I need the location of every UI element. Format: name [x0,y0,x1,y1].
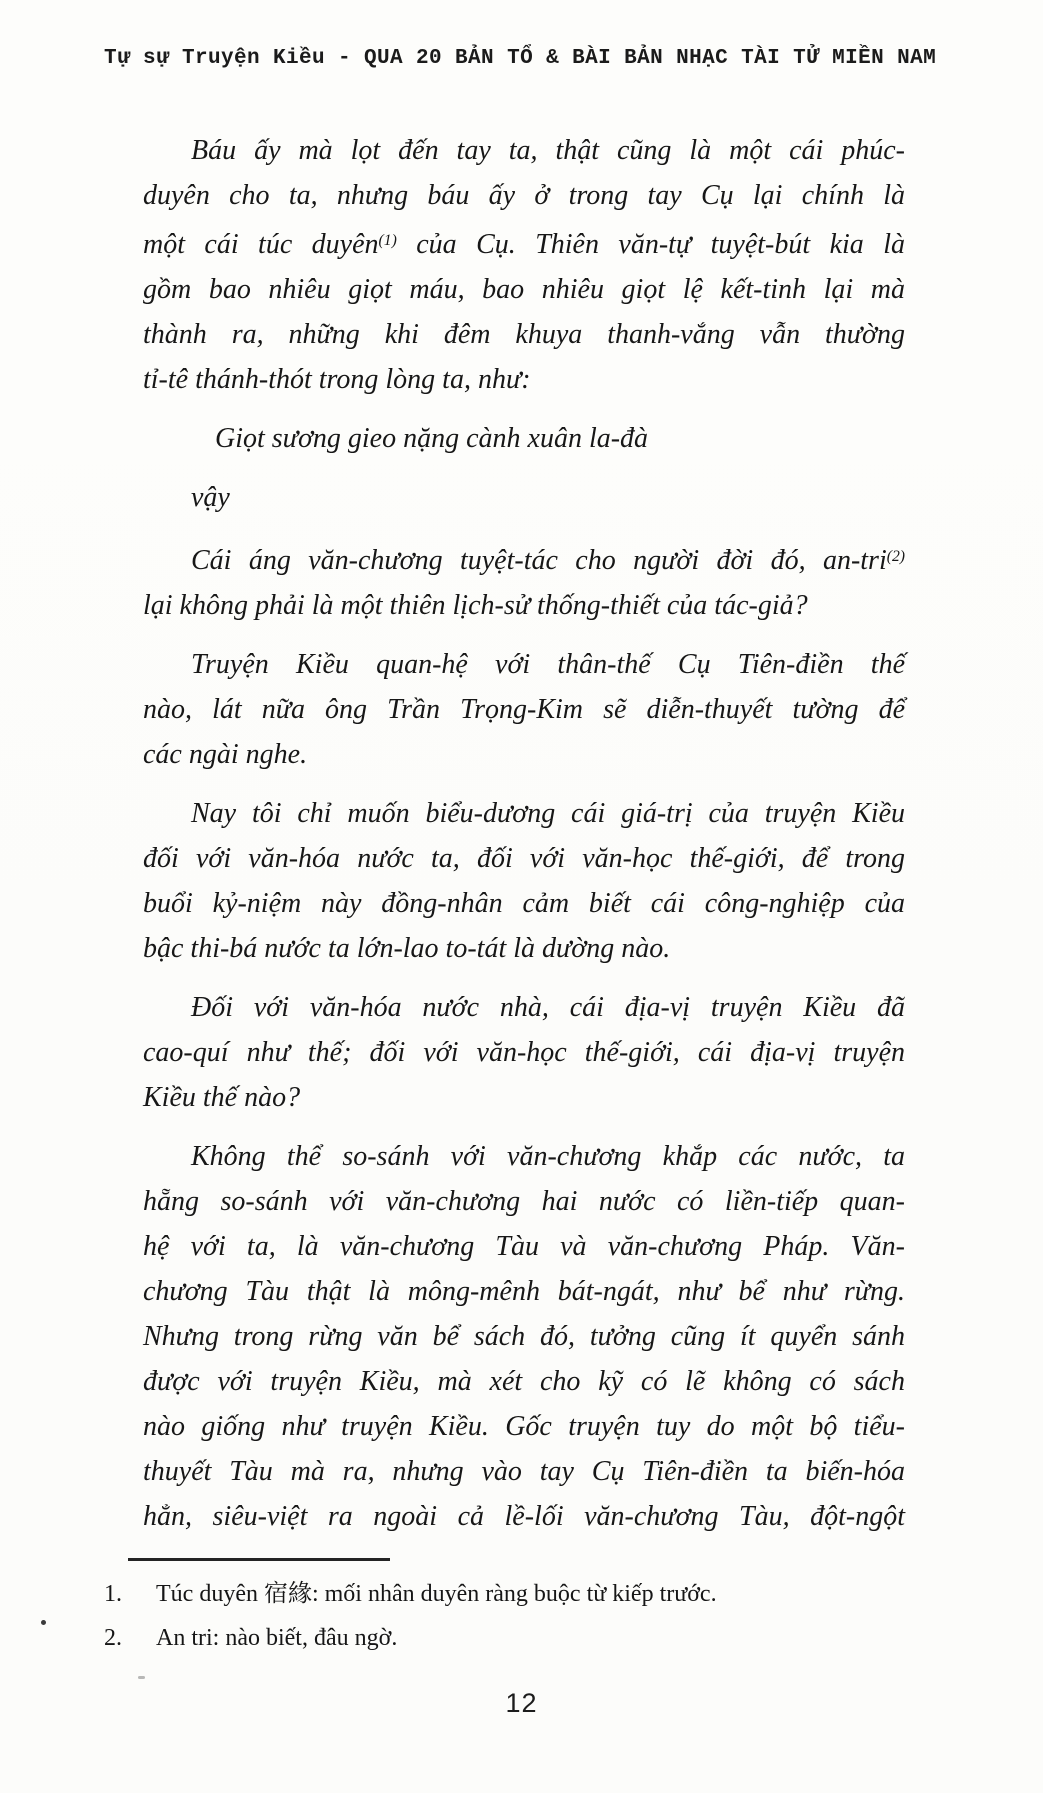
text-segment: các ngài nghe. [143,738,308,770]
footnote [104,1572,924,1616]
text-line [143,1030,905,1075]
text-segment: Nay tôi chỉ muốn biểu-dương cái giá-trị của truyện Kiều [191,797,905,829]
text-line [143,1404,905,1449]
text-line [143,128,905,173]
footnote-number: 1. [104,1581,122,1607]
text-line [143,1075,905,1120]
text-line [143,732,905,777]
body-text [143,128,905,1539]
text-line [143,687,905,732]
text-line [143,1359,905,1404]
paragraph [143,1134,905,1539]
footnote-text: An tri: nào biết, đâu ngờ. [156,1625,398,1651]
text-line [143,1134,905,1179]
page-number: 12 [505,1688,538,1718]
text-line [143,1179,905,1224]
verse-block [143,475,905,520]
text-segment: hệ với ta, là văn-chương Tàu và văn-chương Pháp. Văn- [143,1230,905,1262]
text-segment: thuyết Tàu mà ra, nhưng vào tay Cụ Tiên-điền ta biến-hóa [143,1455,905,1487]
footnote-text: Túc duyên 宿緣: mối nhân duyên ràng buộc từ kiếp trước. [156,1581,717,1607]
text-segment: nào giống như truyện Kiều. Gốc truyện tuy do một bộ tiểu- [143,1410,905,1442]
footnote-reference: (1) [378,232,397,249]
running-header: Tự sự Truyện Kiều - QUA 20 BẢN TỔ & BÀI BẢN NHẠC TÀI TỬ MIỀN NAM [104,47,937,70]
paragraph [143,642,905,777]
text-segment: hẵng so-sánh với văn-chương hai nước có liền-tiếp quan- [143,1185,905,1217]
text-line [143,791,905,836]
text-segment: bậc thi-bá nước ta lớn-lao to-tát là dường nào. [143,932,671,964]
footnotes-section [104,1572,924,1660]
paragraph [143,791,905,971]
text-line [143,534,905,583]
scan-artifact-dot [41,1620,46,1625]
text-line [143,583,905,628]
paragraph [143,128,905,402]
text-segment: buổi kỷ-niệm này đồng-nhân cảm biết cái công-nghiệp của [143,887,905,919]
text-segment: nào, lát nữa ông Trần Trọng-Kim sẽ diễn-thuyết tường để [143,693,905,725]
text-segment: Báu ấy mà lọt đến tay ta, thật cũng là một cái phúc- [191,135,905,166]
text-line [143,1314,905,1359]
text-segment: của Cụ. Thiên văn-tự tuyệt-bút kia là [396,228,905,260]
text-segment: Nhưng trong rừng văn bể sách đó, tưởng cũng ít quyển sánh [143,1320,905,1352]
verse-block [143,416,905,461]
text-line [143,1449,905,1494]
text-segment: thành ra, những khi đêm khuya thanh-vắng vẫn thường [143,318,905,350]
text-segment: Cái áng văn-chương tuyệt-tác cho người đời đó, an-tri [191,544,887,576]
text-line [143,312,905,357]
text-segment: lại không phải là một thiên lịch-sử thống-thiết của tác-giả? [143,589,808,621]
text-segment: một cái túc duyên [143,228,379,260]
footnote-reference: (2) [886,547,905,565]
text-segment: duyên cho ta, nhưng báu ấy ở trong tay Cụ lại chính là [143,180,905,211]
text-line [143,357,905,402]
footnote [104,1616,924,1660]
text-line [143,985,905,1030]
paragraph [143,985,905,1120]
text-line [143,1494,905,1539]
text-segment: gồm bao nhiêu giọt máu, bao nhiêu giọt lệ kết-tinh lại mà [143,273,905,305]
text-segment: đối với văn-hóa nước ta, đối với văn-học thế-giới, để trong [143,842,905,874]
text-segment: Truyện Kiều quan-hệ với thân-thế Cụ Tiên-điền thế [191,648,905,680]
text-line [143,218,905,267]
paragraph [143,534,905,628]
text-line [143,267,905,312]
text-segment: hẳn, siêu-việt ra ngoài cả lề-lối văn-chương Tàu, đột-ngột [143,1500,905,1532]
text-segment: Đối với văn-hóa nước nhà, cái địa-vị truyện Kiều đã [191,991,905,1023]
text-segment: Giọt sương gieo nặng cành xuân la-đà [215,422,649,454]
text-line [143,836,905,881]
text-line [143,475,905,520]
text-segment: Không thể so-sánh với văn-chương khắp các nước, ta [191,1140,905,1172]
footnote-number: 2. [104,1625,122,1651]
text-segment: được với truyện Kiều, mà xét cho kỹ có lẽ không có sách [143,1365,905,1397]
text-segment: Kiều thế nào? [143,1081,301,1113]
text-line [143,926,905,971]
scan-artifact-dot [138,1676,145,1679]
text-segment: vậy [191,481,230,513]
text-segment: tỉ-tê thánh-thót trong lòng ta, như: [143,363,531,395]
footnote-divider [128,1558,390,1561]
text-segment: cao-quí như thế; đối với văn-học thế-giới, cái địa-vị truyện [143,1036,905,1068]
text-line [143,173,905,218]
text-line [143,642,905,687]
verse-line [143,416,905,461]
text-segment: chương Tàu thật là mông-mênh bát-ngát, như bể như rừng. [143,1275,905,1307]
text-line [143,1224,905,1269]
text-line [143,881,905,926]
text-line [143,1269,905,1314]
